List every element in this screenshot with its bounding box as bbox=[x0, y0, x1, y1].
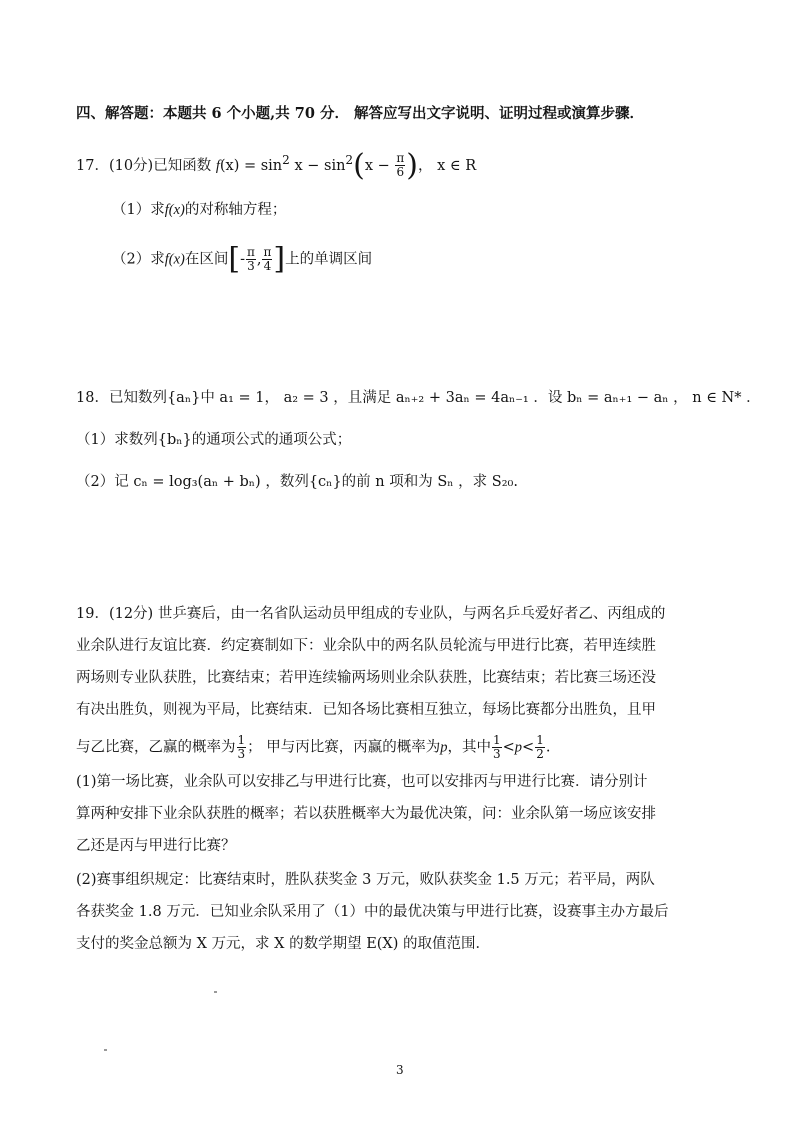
q19-one-b: 1 bbox=[493, 733, 501, 747]
q19-line2: 业余队进行友谊比赛．约定赛制如下：业余队中的两名队员轮流与甲进行比赛，若甲连续胜 bbox=[76, 638, 656, 654]
q19-lt-b: < bbox=[522, 739, 535, 756]
q19-one-c: 1 bbox=[536, 733, 544, 747]
q19-one-half bbox=[535, 734, 545, 761]
q17-neg: - bbox=[240, 251, 245, 268]
q19-l5d: . bbox=[545, 739, 551, 756]
q17-three: 3 bbox=[247, 259, 255, 273]
q17-part1 bbox=[112, 200, 286, 220]
q17-f: f bbox=[215, 157, 220, 174]
q19-one: 1 bbox=[237, 733, 246, 747]
q19-p-b: p bbox=[514, 739, 523, 756]
q17-stem bbox=[76, 147, 477, 183]
scan-speck bbox=[214, 991, 217, 993]
q17-part2 bbox=[112, 241, 373, 277]
q19-line3: 两场则专业队获胜，比赛结束；若甲连续输两场则业余队获胜，比赛结束；若比赛三场还没 bbox=[76, 670, 656, 686]
q17-p1-rest: 的对称轴方程； bbox=[184, 202, 287, 218]
q19-sub1-a: (1)第一场比赛，业余队可以安排乙与甲进行比赛，也可以安排丙与甲进行比赛．请分别计 bbox=[76, 774, 648, 790]
q17-p2-mid: 在区间 bbox=[184, 251, 229, 268]
q19-l5b: ； 甲与丙比赛，丙赢的概率为 bbox=[247, 739, 441, 756]
scan-speck bbox=[104, 1049, 107, 1051]
q17-pi-over-4 bbox=[262, 246, 272, 273]
q19-sub1-b: 算两种安排下业余队获胜的概率；若以获胜概率大为最优决策，问：业余队第一场应该安排 bbox=[76, 806, 656, 822]
q17-p2-rest: 上的单调区间 bbox=[285, 251, 373, 268]
q19-lt-a: < bbox=[502, 739, 515, 756]
q17-rparen: ) bbox=[406, 147, 418, 183]
q17-x-minus-sin: x − sin bbox=[294, 157, 346, 174]
q17-sup-a: 2 bbox=[282, 153, 290, 167]
q19-line5 bbox=[76, 734, 550, 761]
q17-lparen: ( bbox=[353, 147, 365, 183]
q17-six: 6 bbox=[396, 165, 405, 180]
q17-lead: 17．(10分)已知函数 bbox=[76, 157, 212, 174]
q17-comma: , bbox=[256, 251, 262, 268]
q18-stem: 18．已知数列{aₙ}中 a₁ = 1， a₂ = 3 ，且满足 aₙ₊₂ + 3aₙ = 4aₙ₋₁ ．设 bₙ = aₙ₊₁ − aₙ ， n ∈ N* ． bbox=[76, 390, 761, 406]
q19-three: 3 bbox=[237, 747, 246, 761]
q19-line4: 有决出胜负，则视为平局，比赛结束．已知各场比赛相互独立，每场比赛都分出胜负，且甲 bbox=[76, 702, 656, 718]
q18-part1: （1）求数列{bₙ}的通项公式的通项公式； bbox=[76, 432, 352, 448]
q17-rbracket: ] bbox=[273, 241, 286, 277]
q19-line1: 19．(12分) 世乒赛后，由一名省队运动员甲组成的专业队，与两名乒乓爱好者乙、丙组成的 bbox=[76, 606, 666, 622]
q19-sub2-b: 各获奖金 1.8 万元．已知业余队采用了（1）中的最优决策与甲进行比赛，设赛事主办方最后 bbox=[76, 904, 669, 920]
q17-pi-b: π bbox=[263, 245, 272, 259]
q19-one-third bbox=[237, 734, 247, 761]
q19-sub2-c: 支付的奖金总额为 X 万元，求 X 的数学期望 E(X) 的取值范围． bbox=[76, 936, 491, 952]
q17-lbracket: [ bbox=[228, 241, 241, 277]
q17-four: 4 bbox=[263, 259, 272, 273]
q17-p1-f: f(x) bbox=[164, 202, 185, 218]
q18-part2: （2）记 cₙ = log₃(aₙ + bₙ) ，数列{cₙ}的前 n 项和为 Sₙ ，求 S₂₀. bbox=[76, 474, 518, 490]
q19-l5c: ，其中 bbox=[447, 739, 491, 756]
section-header: 四、解答题：本题共 6 个小题,共 70 分． 解答应写出文字说明、证明过程或演算步骤． bbox=[76, 105, 645, 122]
q17-p2-lead: （2）求 bbox=[112, 251, 165, 268]
q19-l5a: 与乙比赛，乙赢的概率为 bbox=[76, 739, 236, 756]
q17-x-minus: x − bbox=[364, 157, 390, 174]
q17-pi-over-6 bbox=[395, 152, 405, 179]
q17-p2-f: f(x) bbox=[164, 251, 185, 268]
q19-sub1-c: 乙还是丙与甲进行比赛？ bbox=[76, 838, 236, 854]
q17-p1-lead: （1）求 bbox=[112, 202, 165, 218]
q17-paren-x: (x) bbox=[219, 157, 240, 174]
q19-sub2-a: (2)赛事组织规定：比赛结束时，胜队获奖金 3 万元，败队获奖金 1.5 万元；若平局，两队 bbox=[76, 872, 655, 888]
q17-pi-over-3 bbox=[246, 246, 256, 273]
q17-pi-a: π bbox=[246, 245, 255, 259]
q17-pi: π bbox=[396, 151, 405, 166]
q17-eq: = sin bbox=[243, 157, 283, 174]
q17-sup-b: 2 bbox=[345, 153, 354, 167]
q19-p: p bbox=[440, 739, 448, 756]
page-number: 3 bbox=[396, 1063, 404, 1077]
q19-three-b: 3 bbox=[493, 747, 501, 761]
q19-two: 2 bbox=[536, 747, 544, 761]
q17-domain: ， x ∈ R bbox=[417, 157, 477, 174]
q19-one-third-b bbox=[492, 734, 502, 761]
